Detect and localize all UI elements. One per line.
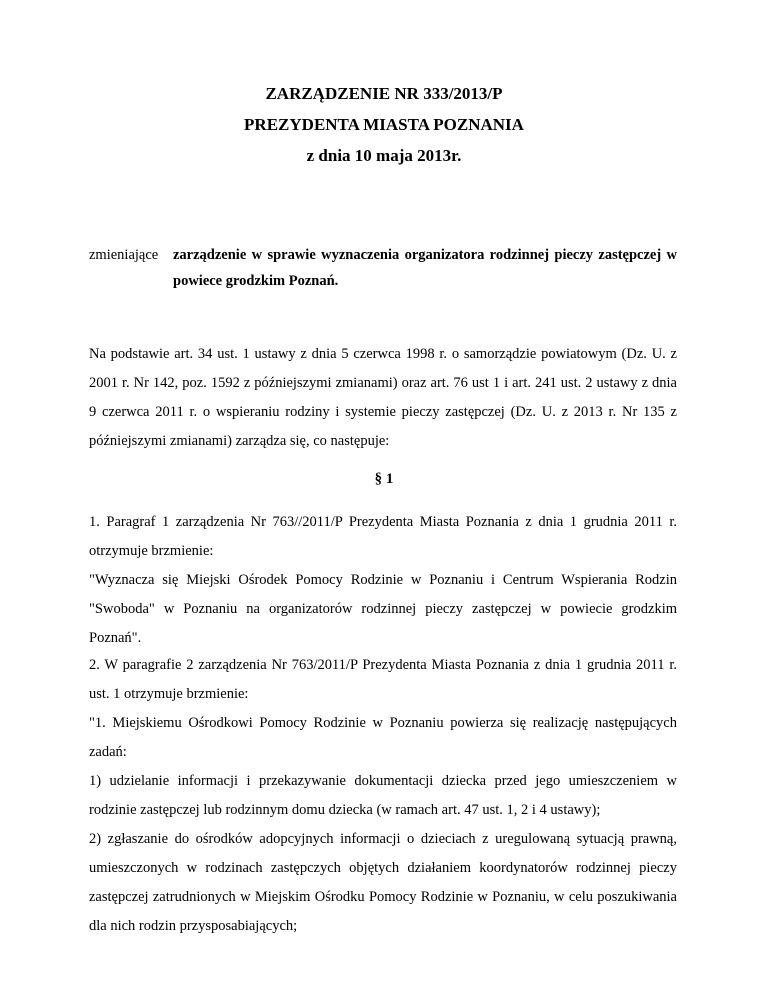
subject-text: zarządzenie w sprawie wyznaczenia organizatora rodzinnej pieczy zastępczej w powiece grodzkim Poznań. [173, 247, 677, 289]
point-2 [89, 651, 677, 941]
document-title-date: z dnia 10 maja 2013r. [306, 146, 462, 165]
point-2-quote: "1. Miejskiemu Ośrodkowi Pomocy Rodzinie w Poznaniu powierza się realizację następujących zadań: [89, 715, 677, 760]
point-1-quote: "Wyznacza się Miejski Ośrodek Pomocy Rodzinie w Poznaniu i Centrum Wspierania Rodzin "Swoboda" w Poznaniu na organizatorów rodzinnej pieczy zastępczej w powiecie grodzkim Poznań". [89, 572, 677, 646]
point-1 [89, 508, 677, 653]
legal-basis-paragraph: Na podstawie art. 34 ust. 1 ustawy z dnia 5 czerwca 1998 r. o samorządzie powiatowym (Dz. U. z 2001 r. Nr 142, poz. 1592 z późniejszymi zmianami) oraz art. 76 ust 1 i art. 241 ust. 2 ustawy z dnia 9 czerwca 2011 r. o wspieraniu rodziny i systemie pieczy zastępczej (Dz. U. z 2013 r. Nr 135 z późniejszymi zmianami) zarządza się, co następuje: [89, 346, 677, 449]
point-2-item-2: 2) zgłaszanie do ośrodków adopcyjnych informacji o dzieciach z uregulowaną sytuacją prawną, umieszczonych w rodzinach zastępczych objętych działaniem koordynatorów rodzinnej pieczy zastępczej zatrudnionych w Miejskim Ośrodku Pomocy Rodzinie w Poznaniu, w celu poszukiwania dla nich rodzin przysposabiających; [89, 831, 677, 934]
point-2-intro: 2. W paragrafie 2 zarządzenia Nr 763/2011/P Prezydenta Miasta Poznania z dnia 1 grudnia 2011 r. ust. 1 otrzymuje brzmienie: [89, 657, 677, 702]
subject-block [89, 242, 677, 294]
document-title-issuer: PREZYDENTA MIASTA POZNANIA [244, 115, 524, 134]
point-2-item-1: 1) udzielanie informacji i przekazywanie dokumentacji dziecka przed jego umieszczeniem w rodzinie zastępczej lub rodzinnym domu dziecka (w ramach art. 47 ust. 1, 2 i 4 ustawy); [89, 773, 677, 818]
document-title-number: ZARZĄDZENIE NR 333/2013/P [265, 84, 503, 103]
subject-lead: zmieniające [89, 247, 159, 263]
section-heading: § 1 [374, 471, 394, 487]
point-1-text: 1. Paragraf 1 zarządzenia Nr 763//2011/P Prezydenta Miasta Poznania z dnia 1 grudnia 2011 r. otrzymuje brzmienie: [89, 514, 677, 559]
